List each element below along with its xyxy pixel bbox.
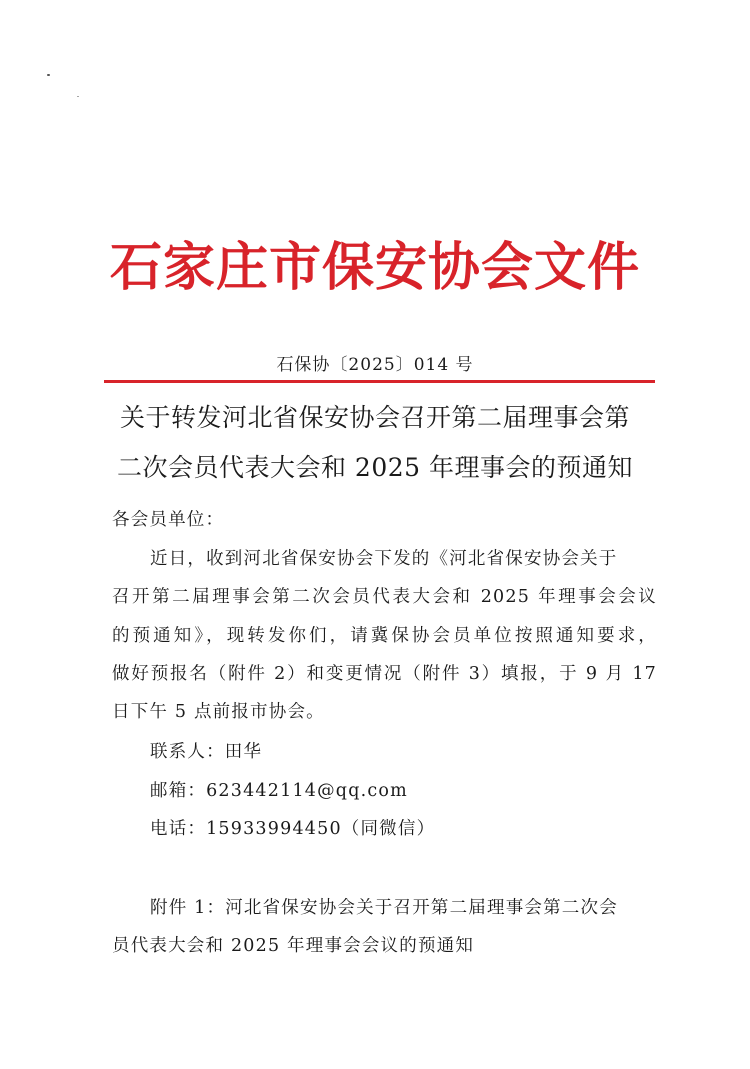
- scan-speck: [77, 96, 79, 97]
- document-header-title: 石家庄市保安协会文件: [109, 237, 640, 298]
- notice-title-line-1: 关于转发河北省保安协会召开第二届理事会第: [119, 403, 630, 432]
- paragraph-line-3: 的预通知》，现转发你们，请冀保协会员单位按照通知要求，: [112, 626, 657, 646]
- document-number: 石保协〔2025〕014 号: [276, 355, 474, 375]
- contact-email: 邮箱：623442114@qq.com: [150, 781, 408, 801]
- scan-speck: [47, 74, 50, 76]
- attachment-line-1: 附件 1：河北省保安协会关于召开第二届理事会第二次会: [150, 898, 618, 918]
- paragraph-line-2: 召开第二届理事会第二次会员代表大会和 2025 年理事会会议: [112, 587, 657, 607]
- paragraph-line-5: 日下午 5 点前报市协会。: [112, 702, 325, 722]
- contact-phone: 电话：15933994450（同微信）: [150, 819, 436, 839]
- salutation: 各会员单位：: [112, 510, 225, 530]
- paragraph-line-1: 近日，收到河北省保安协会下发的《河北省保安协会关于: [150, 549, 618, 569]
- attachment-line-2: 员代表大会和 2025 年理事会会议的预通知: [112, 936, 475, 956]
- notice-title-line-2: 二次会员代表大会和 2025 年理事会的预通知: [116, 453, 634, 482]
- contact-person: 联系人：田华: [150, 742, 263, 762]
- paragraph-line-4: 做好预报名（附件 2）和变更情况（附件 3）填报，于 9 月 17: [112, 664, 657, 684]
- header-red-rule: [104, 380, 655, 383]
